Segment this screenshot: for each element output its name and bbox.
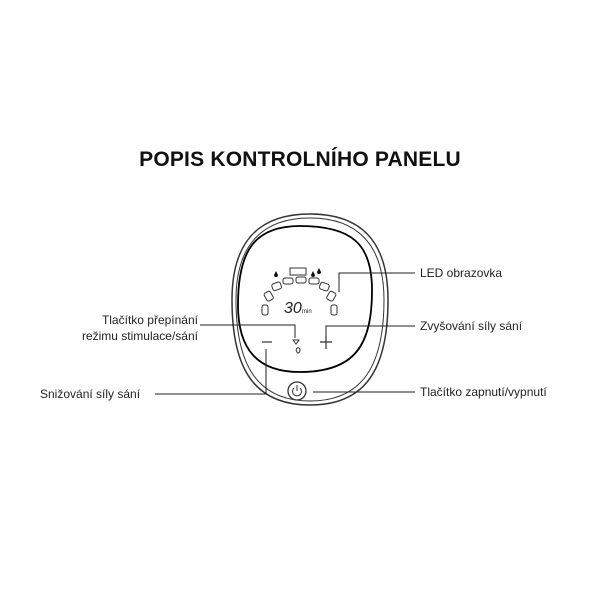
page-title: POPIS KONTROLNÍHO PANELU bbox=[139, 148, 461, 171]
label-mode-line1: Tlačítko přepínání bbox=[101, 313, 198, 327]
mode-button[interactable] bbox=[293, 340, 300, 353]
display-unit: min bbox=[302, 309, 312, 315]
battery-icon bbox=[290, 268, 306, 275]
led-screen bbox=[238, 226, 372, 372]
label-mode-line2: režimu stimulace/sání bbox=[81, 329, 198, 343]
plus-button[interactable] bbox=[320, 336, 332, 349]
label-decrease-suction: Snižování síly sání bbox=[40, 387, 141, 401]
power-icon bbox=[293, 385, 302, 396]
drop-icons bbox=[274, 268, 321, 277]
label-increase-suction: Zvyšování síly sání bbox=[420, 319, 523, 333]
display-time: 30 bbox=[284, 300, 302, 317]
label-mode-button bbox=[60, 312, 198, 344]
label-led-screen: LED obrazovka bbox=[420, 266, 503, 280]
label-power-button: Tlačítko zapnutí/vypnutí bbox=[420, 385, 547, 399]
